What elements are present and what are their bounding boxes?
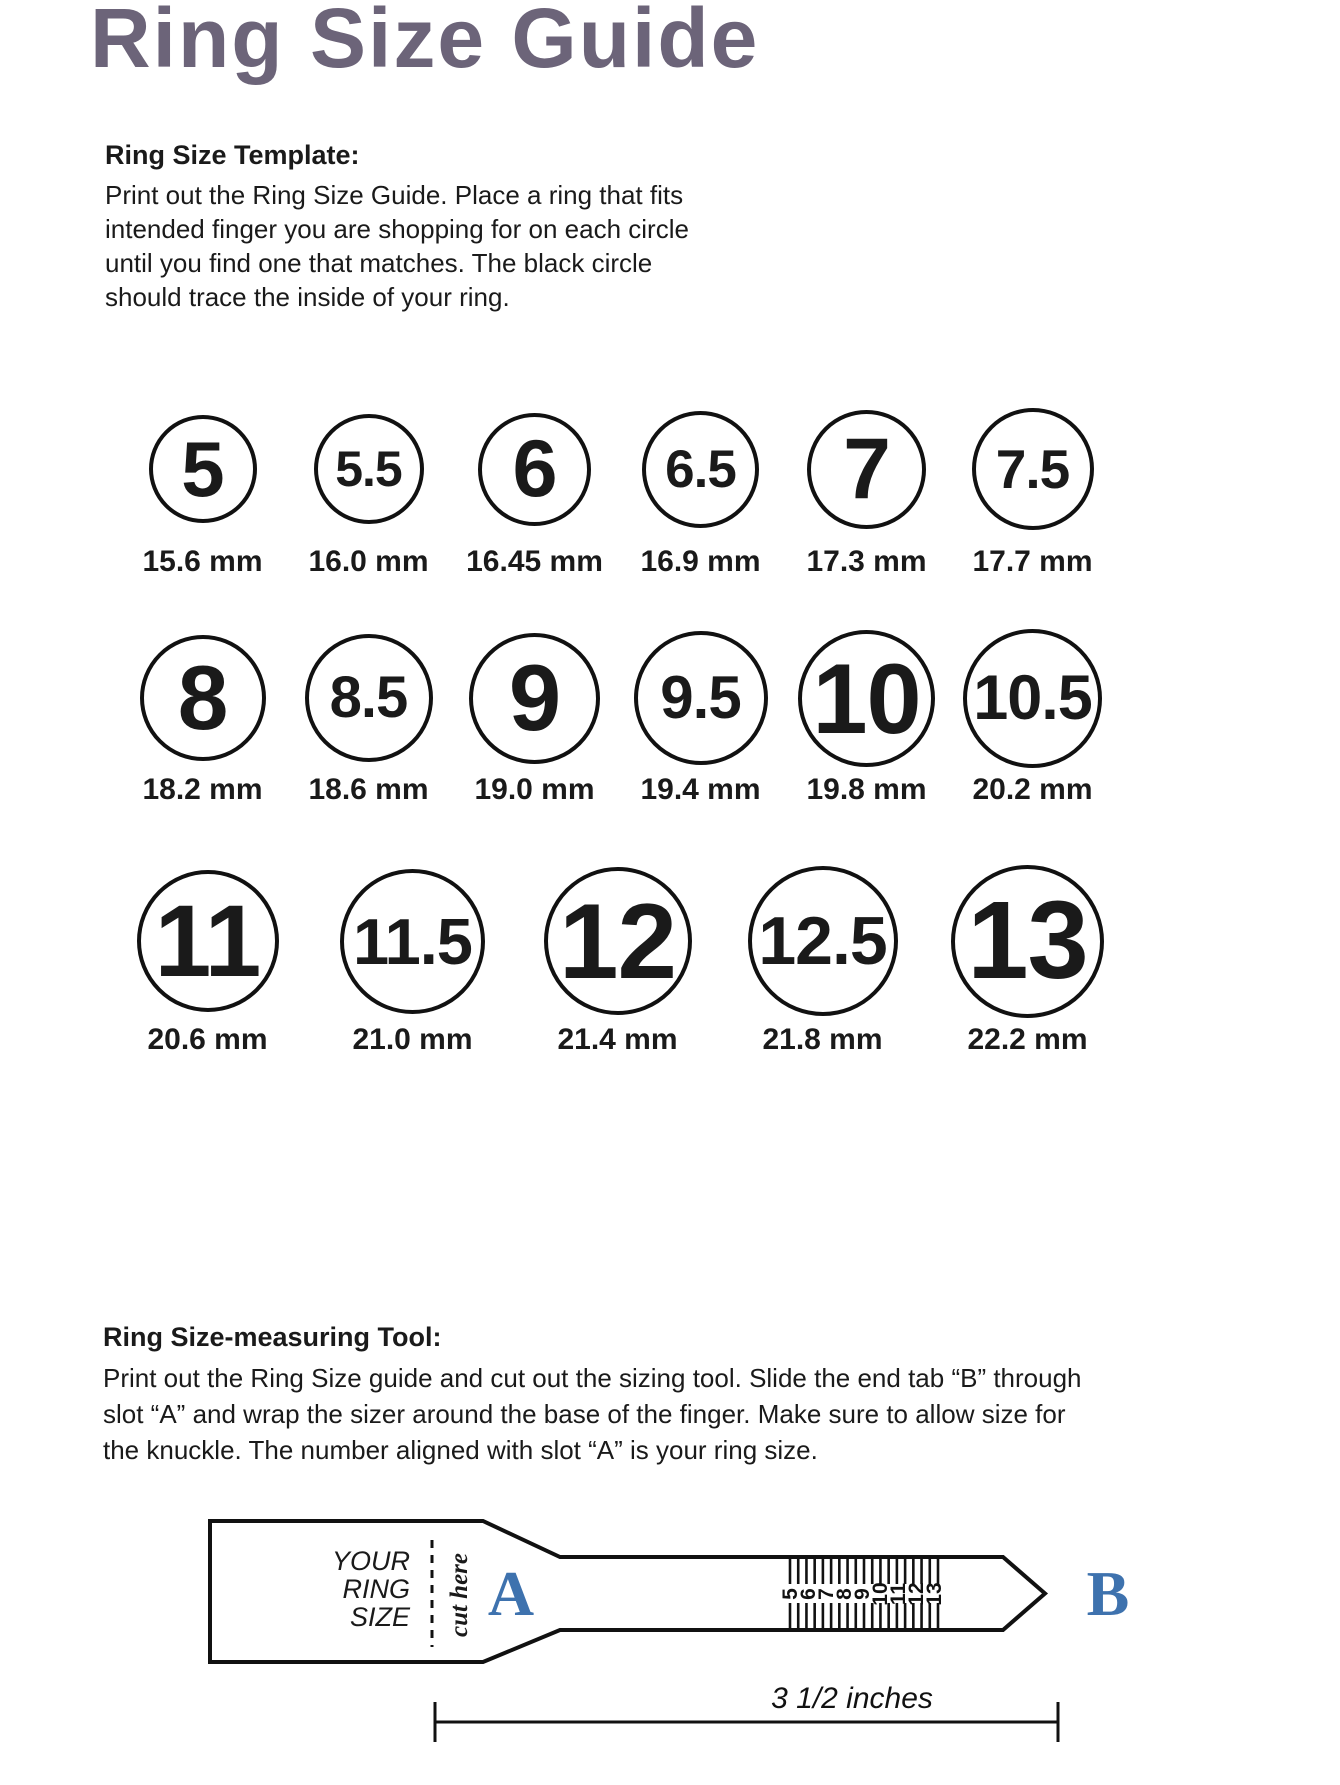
ring-size-number: 12.5 (758, 903, 887, 979)
tool-body-line: the knuckle. The number aligned with slot “A” is your ring size. (103, 1435, 818, 1465)
ring-diameter-label: 18.6 mm (308, 773, 429, 806)
ring-circle (748, 866, 898, 1016)
ring-row-2 (130, 624, 1105, 808)
ring-size-number: 11 (154, 884, 261, 998)
template-section-body (105, 178, 689, 314)
ring-diameter-label: 17.3 mm (806, 545, 927, 578)
ring-circle (963, 629, 1102, 768)
scale-number: 8 (833, 1588, 856, 1600)
ring-size-number: 5 (181, 425, 224, 513)
dimension-indicator (435, 1682, 1058, 1742)
your-ring-size-line: RING (342, 1574, 410, 1604)
ring-circle (140, 635, 266, 761)
ring-size-number: 5.5 (335, 441, 402, 497)
ring-diameter-label: 17.7 mm (972, 545, 1093, 578)
ring-diameter-label: 21.0 mm (352, 1023, 473, 1056)
tool-body-line: Print out the Ring Size guide and cut out the sizing tool. Slide the end tab “B” through (103, 1363, 1082, 1393)
ring-row-3 (130, 860, 1105, 1058)
tool-body-line: slot “A” and wrap the sizer around the base of the finger. Make sure to allow size for (103, 1399, 1066, 1429)
ring-size-cell (540, 860, 695, 1058)
tab-b-label: B (1086, 1558, 1130, 1629)
ring-diameter-label: 21.8 mm (762, 1023, 883, 1056)
ring-size-cell (296, 394, 441, 580)
ring-circle (972, 408, 1094, 530)
ring-diameter-label: 16.45 mm (466, 545, 603, 578)
ring-size-number: 12 (558, 880, 677, 1001)
template-body-line: intended finger you are shopping for on each circle (105, 214, 689, 244)
ring-circle (798, 630, 935, 767)
ring-size-cell (462, 394, 607, 580)
ring-size-cell (745, 860, 900, 1058)
tool-section-heading: Ring Size-measuring Tool: (103, 1322, 442, 1352)
ring-size-cell (960, 394, 1105, 580)
ring-diameter-label: 18.2 mm (142, 773, 263, 806)
ring-circle (137, 870, 279, 1012)
ring-row-1 (130, 394, 1105, 580)
ring-size-cell (130, 860, 285, 1058)
template-body-line: should trace the inside of your ring. (105, 282, 510, 312)
slot-a-label: A (487, 1558, 535, 1629)
ring-size-number: 7 (843, 421, 890, 517)
ring-diameter-label: 16.0 mm (308, 545, 429, 578)
scale-number: 10 (869, 1582, 892, 1606)
ring-size-number: 10 (812, 642, 921, 754)
ring-sizer-diagram (150, 1508, 1160, 1768)
ring-size-number: 8 (177, 647, 228, 749)
ring-circle (149, 415, 257, 523)
ring-size-cell (628, 624, 773, 808)
scale-number: 6 (797, 1588, 820, 1600)
ring-diameter-label: 19.4 mm (640, 773, 761, 806)
ring-diameter-label: 15.6 mm (142, 545, 263, 578)
ring-circle (314, 414, 424, 524)
template-body-line: until you find one that matches. The black circle (105, 248, 653, 278)
template-section-heading: Ring Size Template: (105, 140, 360, 170)
ring-circle (305, 634, 433, 762)
ring-size-cell (960, 624, 1105, 808)
ring-size-number: 9 (508, 645, 561, 750)
ring-circle (951, 865, 1104, 1018)
ring-circle (544, 867, 692, 1015)
ring-size-number: 13 (967, 879, 1088, 1002)
ring-size-cell (130, 394, 275, 580)
ring-diameter-label: 22.2 mm (967, 1023, 1088, 1056)
your-ring-size-line: SIZE (349, 1602, 410, 1632)
scale-number: 7 (815, 1588, 838, 1600)
ring-size-cell (462, 624, 607, 808)
ring-circle (469, 633, 600, 764)
ring-size-cell (130, 624, 275, 808)
ring-size-number: 7.5 (995, 437, 1070, 500)
scale-number: 11 (887, 1582, 910, 1606)
your-ring-size-line: YOUR (331, 1546, 410, 1576)
ring-size-cell (628, 394, 773, 580)
ring-diameter-label: 16.9 mm (640, 545, 761, 578)
scale-number: 5 (779, 1588, 802, 1600)
scale-number: 12 (905, 1582, 928, 1606)
ring-diameter-label: 20.6 mm (147, 1023, 268, 1056)
scale-number: 9 (851, 1588, 874, 1600)
ring-size-number: 6 (512, 423, 557, 514)
ring-size-number: 8.5 (329, 665, 408, 730)
ring-diameter-label: 19.8 mm (806, 773, 927, 806)
ring-size-cell (794, 624, 939, 808)
page-title: Ring Size Guide (90, 0, 760, 85)
ring-diameter-label: 19.0 mm (474, 773, 595, 806)
ring-circles-grid (130, 394, 1105, 1058)
dimension-label: 3 1/2 inches (771, 1682, 933, 1715)
tool-section-body (103, 1360, 1082, 1468)
ring-circle (634, 631, 768, 765)
ring-size-number: 11.5 (353, 904, 472, 978)
ring-size-number: 6.5 (665, 439, 736, 499)
ring-circle (340, 869, 485, 1014)
scale-number: 13 (923, 1582, 946, 1606)
ring-size-cell (296, 624, 441, 808)
ring-diameter-label: 20.2 mm (972, 773, 1093, 806)
ring-size-number: 10.5 (973, 662, 1092, 733)
ring-size-cell (950, 860, 1105, 1058)
ring-size-cell (335, 860, 490, 1058)
ring-circle (478, 413, 591, 526)
ring-circle (642, 411, 759, 528)
ring-size-cell (794, 394, 939, 580)
ring-size-number: 9.5 (660, 664, 741, 731)
ring-diameter-label: 21.4 mm (557, 1023, 678, 1056)
template-body-line: Print out the Ring Size Guide. Place a ring that fits (105, 180, 684, 210)
cut-here-label: cut here (446, 1552, 473, 1638)
ring-circle (807, 410, 926, 529)
